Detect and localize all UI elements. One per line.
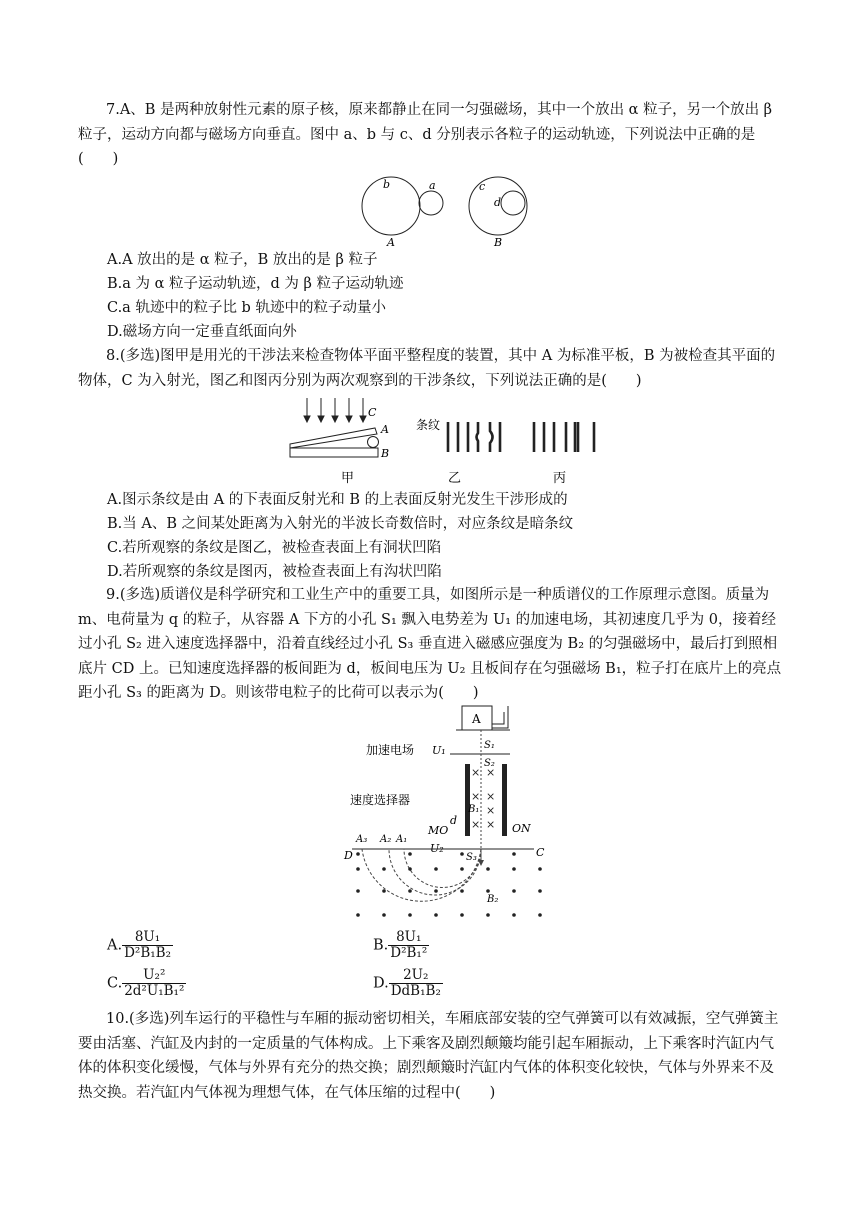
caption-A: A [387,236,395,249]
label-A3: A₃ [356,834,368,845]
label-A2: A₂ [380,834,392,845]
q9-stem: 9.(多选)质谱仪是科学研究和工业生产中的重要工具，如图所示是一种质谱仪的工作原理示意图。质量为 m、电荷量为 q 的粒子，从容器 A 下方的小孔 S₁ 飘入电势差为 U₁ 的加速电场，其初速度几乎为 0，接着经过小孔 S₂ 进入速度选择器中，沿着直线经过小孔 S₃ 垂直进入磁感应强度为 B₂ 的匀强磁场中，最后打到照相底片 CD 上。已知速度选择器的板间距为 d，板间电压为 U₂ 且板间存在匀强磁场 B₁，粒子打在底片上的亮点距小孔 S₃ 的距离为 D。则该带电粒子的比荷可以表示为( ) [78,587,782,701]
q9-option-a-num: 8U₁ [122,930,173,946]
q9-option-c-den: 2d²U₁B₁² [124,983,185,999]
q9-option-b-label: B. [373,937,389,954]
caption-jia: 甲 [341,471,355,486]
label-B2: B₂ [487,894,499,905]
label-A1: A₁ [396,834,408,845]
q10-stem: 10.(多选)列车运行的平稳性与车厢的振动密切相关，车厢底部安装的空气弹簧可以有效减振，空气弹簧主要由活塞、汽缸及内封的一定质量的气体构成。上下乘客及剧烈颠簸均能引起车厢振动，上下乘客时汽缸内气体的体积变化缓慢，气体与外界有充分的热交换；剧烈颠簸时汽缸内气体的体积变化较快，气体与外界来不及热交换。若汽缸内气体视为理想气体，在气体压缩的过程中( ) [78,1011,779,1101]
q9-option-b-num: 8U₁ [388,930,429,946]
q9-option-c [107,968,186,999]
label-D: D [344,849,353,862]
q8-option-b: B.当 A、B 之间某处距离为入射光的半波长奇数倍时，对应条纹是暗条纹 [107,516,574,532]
q7-stem: 7.A、B 是两种放射性元素的原子核，原来都静止在同一匀强磁场，其中一个放出 α 粒子，另一个放出 β 粒子，运动方向都与磁场方向垂直。图中 a、b 与 c、d 分别表示各粒子的运动轨迹，下列说法中正确的是( ) [78,102,773,167]
q8-option-a: A.图示条纹是由 A 的下表面反射光和 B 的上表面反射光发生干涉形成的 [107,492,568,508]
svg-text:×: × [486,804,496,817]
q8-stem: 8.(多选)图甲是用光的干涉法来检查物体平面平整程度的装置，其中 A 为标准平板，B 为被检查其平面的物体，C 为入射光，图乙和图丙分别为两次观察到的干涉条纹，下列说法正确的是( ) [78,348,776,389]
label-a: a [429,179,436,192]
q9-option-a-label: A. [107,937,123,954]
caption-B: B [494,236,503,249]
label-B1: B₁ [468,804,480,815]
q9-option-c-label: C. [107,975,123,992]
svg-text:×: × [486,766,496,779]
fringe-label: 条纹 [416,418,441,432]
svg-text:×: × [471,766,481,779]
q9-option-a [107,930,173,961]
q9-option-a-den: D²B₁B₂ [124,945,171,961]
svg-text:×: × [471,818,481,831]
q9-figure [334,704,566,932]
q9-option-c-num: U₂² [122,968,186,984]
q9-option-d [373,968,443,999]
svg-text:×: × [486,818,496,831]
q7-option-c: C.a 轨迹中的粒子比 b 轨迹中的粒子动量小 [107,300,386,316]
label-A: A [381,423,389,436]
label-c: c [479,180,486,193]
label-MO: MO [428,824,449,837]
label-U2: U₂ [430,842,444,855]
q7-option-a: A.A 放出的是 α 粒子，B 放出的是 β 粒子 [107,252,378,268]
selector-label: 速度选择器 [350,793,411,807]
label-U1: U₁ [432,744,446,757]
label-C: C [536,846,545,859]
q8-option-c: C.若所观察的条纹是图乙，被检查表面上有洞状凹陷 [107,540,442,556]
q9-option-d-den: DdB₁B₂ [390,983,441,999]
q9-option-d-num: 2U₂ [389,968,443,984]
svg-text:×: × [471,790,481,803]
q9-option-b [373,930,429,961]
q7-figure [355,174,535,250]
label-B: B [381,447,390,460]
label-b: b [383,178,391,191]
accel-label: 加速电场 [366,743,415,757]
svg-text:×: × [486,790,496,803]
label-S1: S₁ [484,740,495,751]
label-d: d [450,814,458,827]
box-A: A [472,712,481,726]
label-S3: S₃ [466,852,477,863]
q9-option-d-label: D. [373,975,389,992]
q7-option-b: B.a 为 α 粒子运动轨迹，d 为 β 粒子运动轨迹 [107,276,404,292]
caption-yi: 乙 [448,471,462,486]
caption-bing: 丙 [553,471,567,486]
q8-figure [285,392,615,488]
q8-option-d: D.若所观察的条纹是图丙，被检查表面上有沟状凹陷 [107,564,442,580]
q9-option-b-den: D²B₁² [390,945,428,961]
label-d: d [494,196,502,209]
label-C: C [368,406,377,419]
label-ON: ON [512,822,531,835]
q7-option-d: D.磁场方向一定垂直纸面向外 [107,324,297,340]
label-S2: S₂ [484,758,495,769]
